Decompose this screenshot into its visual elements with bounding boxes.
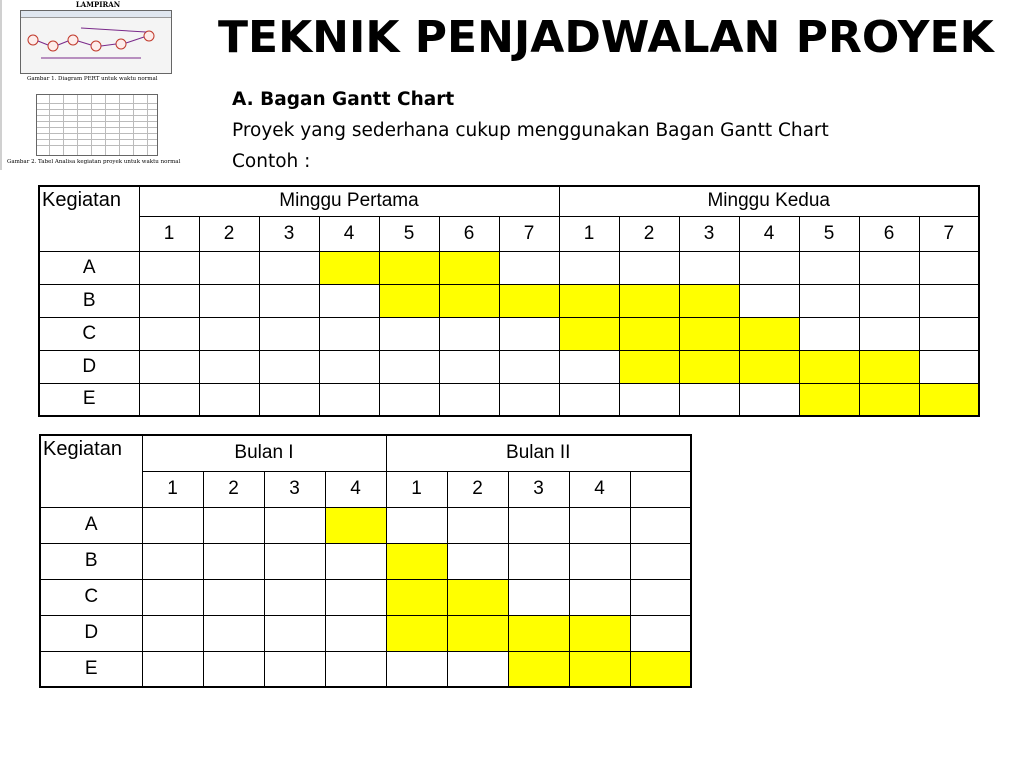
activity-label: E: [40, 651, 142, 687]
gantt-empty-cell: [679, 383, 739, 416]
activity-label: C: [40, 579, 142, 615]
gantt-empty-cell: [203, 543, 264, 579]
gantt-bar-cell: [569, 651, 630, 687]
activity-label: D: [39, 350, 139, 383]
gantt-empty-cell: [569, 507, 630, 543]
gantt-empty-cell: [919, 284, 979, 317]
table-row: [39, 350, 979, 383]
activity-label: E: [39, 383, 139, 416]
gantt-empty-cell: [499, 317, 559, 350]
gantt-bar-cell: [559, 317, 619, 350]
column-number: 1: [386, 471, 447, 507]
gantt-empty-cell: [739, 284, 799, 317]
gantt-bar-cell: [386, 579, 447, 615]
gantt-empty-cell: [508, 579, 569, 615]
appendix-thumbnail: [0, 0, 192, 170]
gantt-empty-cell: [799, 251, 859, 284]
column-number: 3: [679, 216, 739, 251]
gantt-empty-cell: [319, 317, 379, 350]
gantt-empty-cell: [139, 284, 199, 317]
gantt-empty-cell: [619, 251, 679, 284]
gantt-empty-cell: [859, 284, 919, 317]
gantt-empty-cell: [264, 507, 325, 543]
gantt-empty-cell: [139, 383, 199, 416]
gantt-bar-cell: [919, 383, 979, 416]
gantt-empty-cell: [203, 579, 264, 615]
column-number: [630, 471, 691, 507]
column-number: 2: [199, 216, 259, 251]
column-number: 4: [569, 471, 630, 507]
gantt-empty-cell: [630, 615, 691, 651]
column-number: 3: [259, 216, 319, 251]
gantt-table-weekly: [38, 185, 980, 417]
period-1-header: Minggu Pertama: [139, 186, 559, 216]
gantt-empty-cell: [559, 350, 619, 383]
gantt-bar-cell: [679, 284, 739, 317]
section-line-2: Contoh :: [232, 151, 311, 172]
gantt-empty-cell: [319, 383, 379, 416]
gantt-empty-cell: [259, 383, 319, 416]
table-row: [40, 543, 691, 579]
gantt-empty-cell: [203, 651, 264, 687]
gantt-empty-cell: [499, 383, 559, 416]
section-heading: A. Bagan Gantt Chart: [232, 89, 455, 110]
table-row: [39, 317, 979, 350]
gantt-empty-cell: [919, 317, 979, 350]
gantt-empty-cell: [379, 317, 439, 350]
gantt-bar-cell: [379, 284, 439, 317]
column-number: 3: [264, 471, 325, 507]
gantt-empty-cell: [447, 543, 508, 579]
activity-label: D: [40, 615, 142, 651]
gantt-empty-cell: [508, 507, 569, 543]
thumbnail-caption-1: Gambar 1. Diagram PERT untuk waktu normal: [27, 76, 158, 82]
table-row: [39, 383, 979, 416]
gantt-empty-cell: [203, 507, 264, 543]
gantt-empty-cell: [799, 317, 859, 350]
gantt-empty-cell: [799, 284, 859, 317]
activity-label: C: [39, 317, 139, 350]
gantt-empty-cell: [142, 579, 203, 615]
gantt-empty-cell: [325, 543, 386, 579]
gantt-bar-cell: [508, 615, 569, 651]
gantt-bar-cell: [569, 615, 630, 651]
activity-label: B: [39, 284, 139, 317]
gantt-empty-cell: [264, 651, 325, 687]
gantt-empty-cell: [379, 383, 439, 416]
column-number: 5: [379, 216, 439, 251]
gantt-empty-cell: [919, 350, 979, 383]
gantt-bar-cell: [739, 350, 799, 383]
pert-nodes: [28, 31, 154, 51]
gantt-bar-cell: [447, 615, 508, 651]
gantt-empty-cell: [319, 350, 379, 383]
gantt-empty-cell: [139, 350, 199, 383]
column-number: 4: [319, 216, 379, 251]
gantt-empty-cell: [203, 615, 264, 651]
pert-diagram-graphic: [21, 18, 171, 74]
gantt-empty-cell: [439, 317, 499, 350]
gantt-bar-cell: [799, 383, 859, 416]
gantt-empty-cell: [259, 350, 319, 383]
column-number: 1: [559, 216, 619, 251]
gantt-empty-cell: [630, 579, 691, 615]
gantt-empty-cell: [379, 350, 439, 383]
gantt-bar-cell: [619, 350, 679, 383]
column-number: 1: [142, 471, 203, 507]
gantt-empty-cell: [508, 543, 569, 579]
gantt-empty-cell: [859, 317, 919, 350]
kegiatan-header: Kegiatan: [39, 186, 139, 251]
column-number: 2: [203, 471, 264, 507]
pert-diagram-thumbnail: [20, 10, 172, 74]
period-1-header: Bulan I: [142, 435, 386, 471]
gantt-bar-cell: [799, 350, 859, 383]
gantt-empty-cell: [264, 543, 325, 579]
gantt-bar-cell: [379, 251, 439, 284]
gantt-empty-cell: [325, 651, 386, 687]
gantt-bar-cell: [559, 284, 619, 317]
gantt-empty-cell: [439, 383, 499, 416]
gantt-empty-cell: [630, 543, 691, 579]
column-number: 4: [739, 216, 799, 251]
gantt-empty-cell: [142, 543, 203, 579]
gantt-bar-cell: [386, 615, 447, 651]
gantt-empty-cell: [499, 350, 559, 383]
thumbnail-header-bar: [21, 11, 171, 18]
table-row: [40, 579, 691, 615]
gantt-empty-cell: [569, 543, 630, 579]
period-2-header: Minggu Kedua: [559, 186, 979, 216]
thumbnail-edge: [0, 0, 2, 170]
activity-label: A: [40, 507, 142, 543]
gantt-empty-cell: [325, 615, 386, 651]
activity-label: B: [40, 543, 142, 579]
column-number: 5: [799, 216, 859, 251]
section-line-1: Proyek yang sederhana cukup menggunakan Bagan Gantt Chart: [232, 120, 829, 141]
table-row: [39, 251, 979, 284]
gantt-empty-cell: [142, 507, 203, 543]
gantt-empty-cell: [739, 251, 799, 284]
gantt-bar-cell: [679, 350, 739, 383]
column-number: 2: [447, 471, 508, 507]
gantt-empty-cell: [569, 579, 630, 615]
gantt-bar-cell: [439, 251, 499, 284]
table-row: [40, 507, 691, 543]
gantt-empty-cell: [139, 317, 199, 350]
kegiatan-header: Kegiatan: [40, 435, 142, 507]
page-title: TEKNIK PENJADWALAN PROYEK: [218, 12, 994, 63]
gantt-empty-cell: [264, 579, 325, 615]
gantt-empty-cell: [199, 383, 259, 416]
gantt-empty-cell: [259, 284, 319, 317]
gantt-bar-cell: [319, 251, 379, 284]
gantt-empty-cell: [447, 507, 508, 543]
gantt-empty-cell: [259, 317, 319, 350]
gantt-bar-cell: [325, 507, 386, 543]
gantt-bar-cell: [447, 579, 508, 615]
gantt-empty-cell: [447, 651, 508, 687]
gantt-bar-cell: [859, 383, 919, 416]
column-number: 7: [499, 216, 559, 251]
section-text: [232, 84, 829, 177]
gantt-empty-cell: [199, 350, 259, 383]
activity-label: A: [39, 251, 139, 284]
gantt-bar-cell: [439, 284, 499, 317]
gantt-empty-cell: [199, 251, 259, 284]
gantt-empty-cell: [199, 284, 259, 317]
gantt-bar-cell: [499, 284, 559, 317]
column-number: 1: [139, 216, 199, 251]
gantt-bar-cell: [386, 543, 447, 579]
gantt-empty-cell: [139, 251, 199, 284]
gantt-empty-cell: [859, 251, 919, 284]
gantt-empty-cell: [630, 507, 691, 543]
gantt-bar-cell: [508, 651, 569, 687]
gantt-empty-cell: [679, 251, 739, 284]
gantt-empty-cell: [264, 615, 325, 651]
thumbnail-caption-2: Gambar 2. Tabel Analisa kegiatan proyek untuk waktu normal: [7, 159, 181, 165]
table-row: [40, 651, 691, 687]
gantt-empty-cell: [259, 251, 319, 284]
gantt-empty-cell: [199, 317, 259, 350]
gantt-empty-cell: [499, 251, 559, 284]
gantt-bar-cell: [630, 651, 691, 687]
gantt-empty-cell: [325, 579, 386, 615]
gantt-bar-cell: [739, 317, 799, 350]
gantt-bar-cell: [619, 284, 679, 317]
gantt-bar-cell: [679, 317, 739, 350]
gantt-empty-cell: [319, 284, 379, 317]
table-row: [39, 284, 979, 317]
analysis-table-thumbnail: [36, 94, 158, 156]
gantt-empty-cell: [919, 251, 979, 284]
gantt-bar-cell: [859, 350, 919, 383]
column-number: 4: [325, 471, 386, 507]
column-number: 6: [859, 216, 919, 251]
column-number: 3: [508, 471, 569, 507]
gantt-empty-cell: [439, 350, 499, 383]
gantt-empty-cell: [559, 383, 619, 416]
column-number: 2: [619, 216, 679, 251]
gantt-empty-cell: [739, 383, 799, 416]
column-number: 6: [439, 216, 499, 251]
gantt-empty-cell: [559, 251, 619, 284]
gantt-empty-cell: [142, 615, 203, 651]
period-2-header: Bulan II: [386, 435, 691, 471]
gantt-table-monthly: [39, 434, 692, 688]
gantt-empty-cell: [386, 507, 447, 543]
gantt-empty-cell: [142, 651, 203, 687]
thumbnail-title: LAMPIRAN: [75, 0, 121, 9]
gantt-empty-cell: [619, 383, 679, 416]
table-row: [40, 615, 691, 651]
gantt-bar-cell: [619, 317, 679, 350]
gantt-empty-cell: [386, 651, 447, 687]
column-number: 7: [919, 216, 979, 251]
